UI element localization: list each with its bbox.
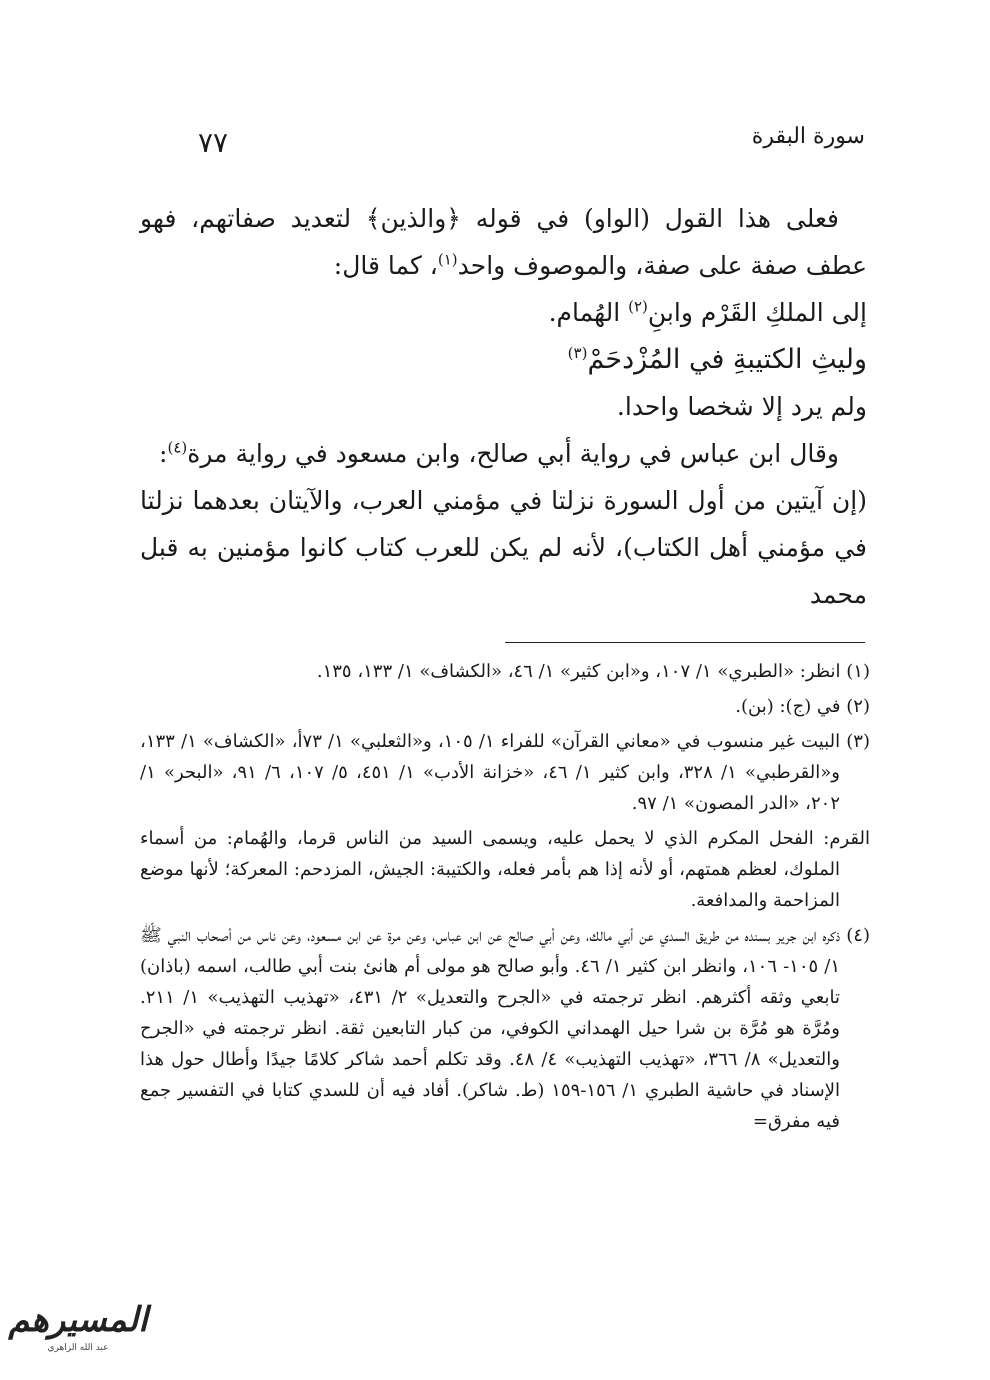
paragraph-1: فعلى هذا القول (الواو) في قوله ﴿والذين﴾ لتعديد صفاتهم، فهو عطف صفة على صفة، والموصوف واحد$^{(١)}$، كما قال: — [140, 204, 867, 280]
verse-line-2: وليثِ الكتيبةِ في المُزْدحَمْ$^{(٣)}$ — [567, 344, 867, 375]
watermark-logo — [8, 1298, 148, 1364]
footnote-ref-1: (١) — [437, 250, 458, 269]
footnote-3: (٣) البيت غير منسوب في «معاني القرآن» للفراء ١/ ١٠٥، و«الثعلبي» ١/ ٧٣أ، «الكشاف» ١/ ١٣٣، و«القرطبي» ١/ ٣٢٨، وابن كثير ١/ ٤٦، «خزانة الأدب» ١/ ٤٥١، ٥/ ١٠٧، ٦/ ٩١، «البحر» ١/ ٢٠٢، «الدر المصون» ١/ ٩٧. — [140, 731, 870, 814]
verse-line-1: إلى الملكِ القَرْم وابنِ$^{(٢)}$ الهُمام. — [548, 297, 867, 327]
footnote-ref-2: (٢) — [628, 297, 648, 316]
main-text — [140, 195, 867, 618]
paragraph-4: (إن آيتين من أول السورة نزلتا في مؤمني العرب، والآيتان بعدهما نزلتا في مؤمني أهل الكتاب)، لأنه لم يكن للعرب كتاب كانوا مؤمنين به قبل محمد — [140, 486, 867, 609]
footnote-gloss: القرم: الفحل المكرم الذي لا يحمل عليه، ويسمى السيد من الناس قرما، والهُمام: من أسماء الملوك، لعظم همتهم، أو لأنه إذا هم بأمر فعله، والكتيبة: الجيش، المزدحم: المعركة؛ لأنها موضع المزاحمة والمدافعة. — [140, 828, 870, 911]
footnote-ref-3: (٣) — [567, 344, 588, 362]
footnotes — [140, 656, 870, 1141]
surah-title: سورة البقرة — [751, 124, 865, 149]
page-number: ٧٧ — [198, 126, 229, 159]
footnote-divider — [505, 642, 865, 643]
page-header — [140, 118, 865, 168]
watermark-subtext: عبد الله الزاهري — [47, 1343, 109, 1353]
footnote-4: (٤) ذكره ابن جرير بسنده من طريق السدي عن أبي مالك، وعن أبي صالح عن ابن عباس، وعن مرة عن ابن مسعود، وعن ناس من أصحاب النبي ﷺ ١/ ١٠٥- ١٠٦، وانظر ابن كثير ١/ ٤٦. وأبو صالح هو مولى أم هانئ بنت أبي طالب، اسمه (باذان) تابعي وثقه أكثرهم. انظر ترجمته في «الجرح والتعديل» ٢/ ٤٣١، «تهذيب التهذيب» ١/ ٢١١. ومُرَّة هو مُرَّة بن شرا حيل الهمداني الكوفي، من كبار التابعين ثقة. انظر ترجمته في «الجرح والتعديل» ٨/ ٣٦٦، «تهذيب التهذيب» ٤/ ٤٨. وقد تكلم أحمد شاكر كلامًا جيدًا وأطال حول هذا الإسناد في حاشية الطبري ١/ ١٥٦-١٥٩ (ط. شاكر). أفاد فيه أن للسدي كتابا في التفسير جمع فيه مفرق= — [140, 925, 870, 1132]
footnote-ref-4: (٤) — [167, 438, 188, 457]
footnote-2: (٢) في (ج): (بن). — [735, 696, 870, 717]
watermark-text: المسيرهم — [8, 1300, 148, 1340]
footnote-1: (١) انظر: «الطبري» ١/ ١٠٧، و«ابن كثير» ١/ ٤٦، «الكشاف» ١/ ١٣٣، ١٣٥. — [316, 661, 870, 682]
paragraph-2: ولم يرد إلا شخصا واحدا. — [616, 392, 867, 421]
paragraph-3: وقال ابن عباس في رواية أبي صالح، وابن مسعود في رواية مرة$^{(٤)}$: — [159, 438, 839, 468]
